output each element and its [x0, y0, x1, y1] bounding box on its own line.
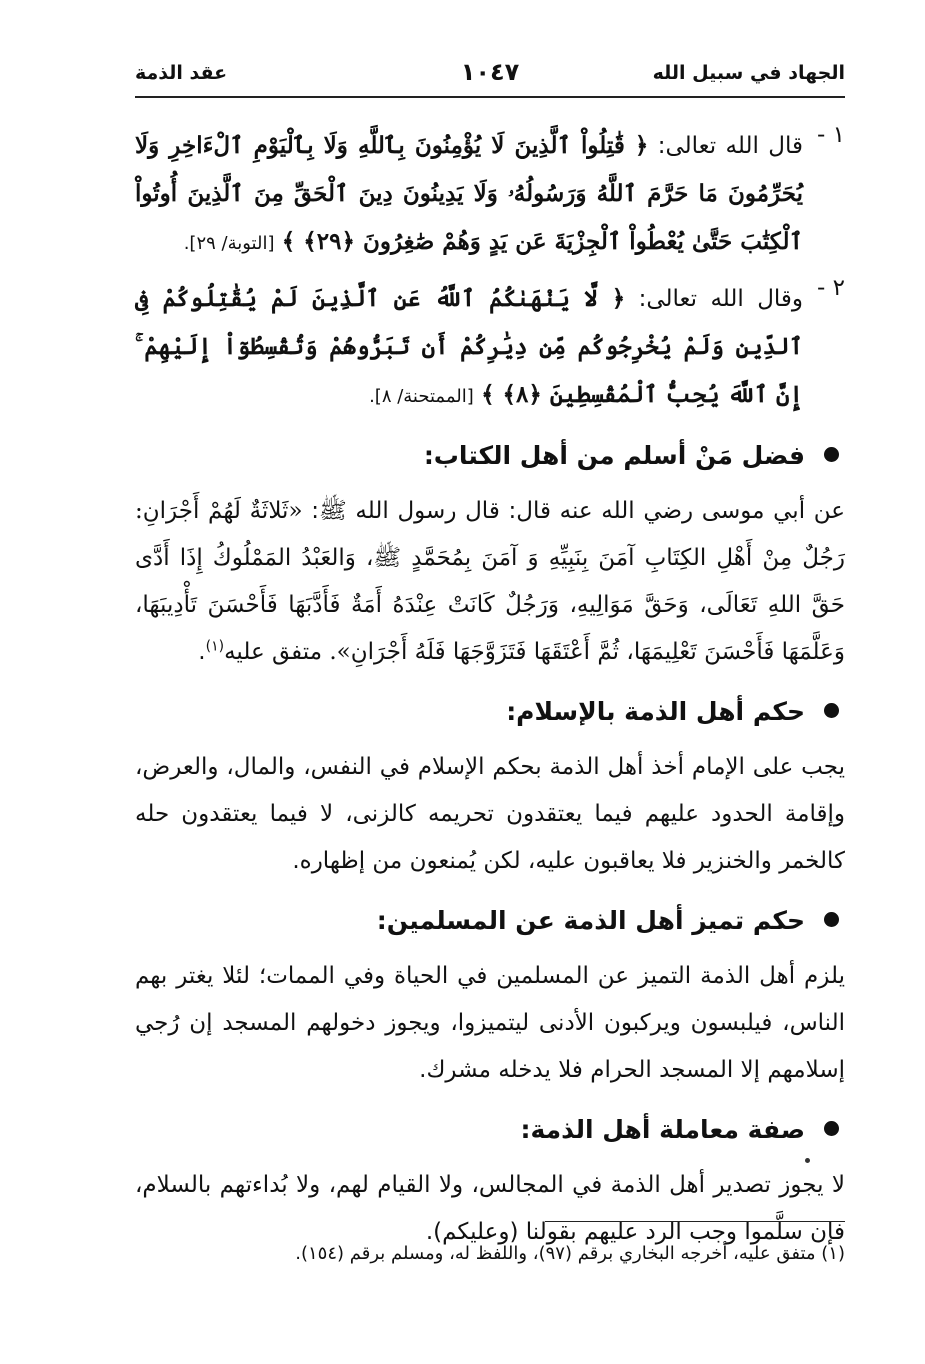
footnote-divider [545, 1221, 845, 1222]
verse-item [135, 275, 845, 420]
section-heading-text: حكم تميز أهل الذمة عن المسلمين: [376, 906, 805, 935]
sentence-end: . [198, 639, 206, 665]
running-header [135, 58, 845, 92]
verse-intro: وقال الله تعالى: [638, 286, 804, 312]
quran-verse: ﴿ لَّا يَنْهَىٰكُمُ ٱللَّهُ عَنِ ٱلَّذِينَ لَمْ يُقَٰتِلُوكُمْ فِى ٱلدِّينِ وَلَمْ يُخْرِجُوكُم مِّن دِيَٰرِكُمْ أَن تَبَرُّوهُمْ وَتُقْسِطُوٓاْ إِلَيْهِمْ ۚ إِنَّ ٱللَّهَ يُحِبُّ ٱلْمُقْسِطِينَ ﴿٨﴾ ﴾ [135, 285, 803, 408]
ink-speck [805, 1158, 810, 1163]
verse-reference: [التوبة/ ٢٩]. [183, 233, 275, 254]
header-divider [135, 96, 845, 98]
section-heading [135, 432, 845, 480]
section-heading-text: صفة معاملة أهل الذمة: [520, 1115, 805, 1144]
hadith-text: «ثَلاثَةٌ لَهُمْ أَجْرَانِ: رَجُلٌ مِنْ أَهْلِ الكِتَابِ آمَنَ بِنَبِيِّهِ وَ آمَنَ بِمُحَمَّدٍ ﷺ، وَالعَبْدُ المَمْلُوكُ إِذَا أَدَّى حَقَّ اللهِ تَعَالَى، وَحَقَّ مَوَالِيهِ، وَرَجُلٌ كَانَتْ عِنْدَهُ أَمَةٌ فَأَدَّبَهَا فَأَحْسَنَ تَأْدِيبَهَا، وَعَلَّمَهَا فَأَحْسَنَ تَعْلِيمَهَا، ثُمَّ أَعْتَقَهَا فَتَزَوَّجَهَا فَلَهُ أَجْرَانِ». [135, 498, 846, 665]
bullet-icon [824, 703, 839, 718]
section-text: يلزم أهل الذمة التميز عن المسلمين في الحياة وفي الممات؛ لئلا يغتر بهم الناس، فيلبسون ويركبون الأدنى ليتميزوا، ويجوز دخولهم المسجد إن رُجي إسلامهم إلا المسجد الحرام فلا يدخله مشرك. [135, 963, 845, 1083]
section-text: يجب على الإمام أخذ أهل الذمة بحكم الإسلام في النفس، والمال، والعرض، وإقامة الحدود عليهم فيما يعتقدون تحريمه كالزنى، لا فيما يعتقدون حله كالخمر والخنزير فلا يعاقبون عليه، لكن يُمنعون من إظهاره. [135, 754, 845, 874]
hadith-intro: عن أبي موسى رضي الله عنه قال: قال رسول الله ﷺ: [311, 498, 846, 524]
section-text [135, 488, 845, 676]
verse-intro: قال الله تعالى: [657, 133, 803, 159]
section-heading [135, 1106, 845, 1154]
bullet-icon [824, 912, 839, 927]
hadith-grading: متفق عليه [224, 639, 323, 665]
verse-number: ١ - [817, 122, 845, 148]
footnote-marker[interactable]: (١) [205, 638, 225, 655]
section-converts-virtue [135, 432, 845, 676]
book-title: الجهاد في سبيل الله [652, 62, 845, 84]
section-heading [135, 897, 845, 945]
bullet-icon [824, 1121, 839, 1136]
quran-verse: ﴿ قَٰتِلُواْ ٱلَّذِينَ لَا يُؤْمِنُونَ بِٱللَّهِ وَلَا بِٱلْيَوْمِ ٱلْءَاخِرِ وَلَا يُحَرِّمُونَ مَا حَرَّمَ ٱللَّهُ وَرَسُولُهُۥ وَلَا يَدِينُونَ دِينَ ٱلْحَقِّ مِنَ ٱلَّذِينَ أُوتُواْ ٱلْكِتَٰبَ حَتَّىٰ يُعْطُواْ ٱلْجِزْيَةَ عَن يَدٍ وَهُمْ صَٰغِرُونَ ﴿٢٩﴾ ﴾ [135, 132, 803, 255]
verse-number: ٢ - [817, 275, 845, 301]
footnote: (١) متفق عليه، أخرجه البخاري برقم (٩٧)، واللفظ له، ومسلم برقم (١٥٤). [295, 1243, 845, 1264]
page-body [135, 122, 845, 1256]
section-text: لا يجوز تصدير أهل الذمة في المجالس، ولا القيام لهم، ولا بُداءتهم بالسلام، فإن سلَّموا وجب الرد عليهم بقولنا (وعليكم). [135, 1172, 845, 1245]
verse-item [135, 122, 845, 267]
section-ruling-islam [135, 688, 845, 885]
page-number: ١٠٤٧ [460, 58, 520, 86]
verse-reference: [الممتحنة/ ٨]. [369, 386, 474, 407]
bullet-icon [824, 447, 839, 462]
section-heading-text: حكم أهل الذمة بالإسلام: [506, 697, 805, 726]
section-distinction [135, 897, 845, 1094]
section-heading [135, 688, 845, 736]
section-heading-text: فضل مَنْ أسلم من أهل الكتاب: [423, 441, 805, 470]
section-treatment [135, 1106, 845, 1256]
chapter-title: عقد الذمة [135, 62, 228, 84]
